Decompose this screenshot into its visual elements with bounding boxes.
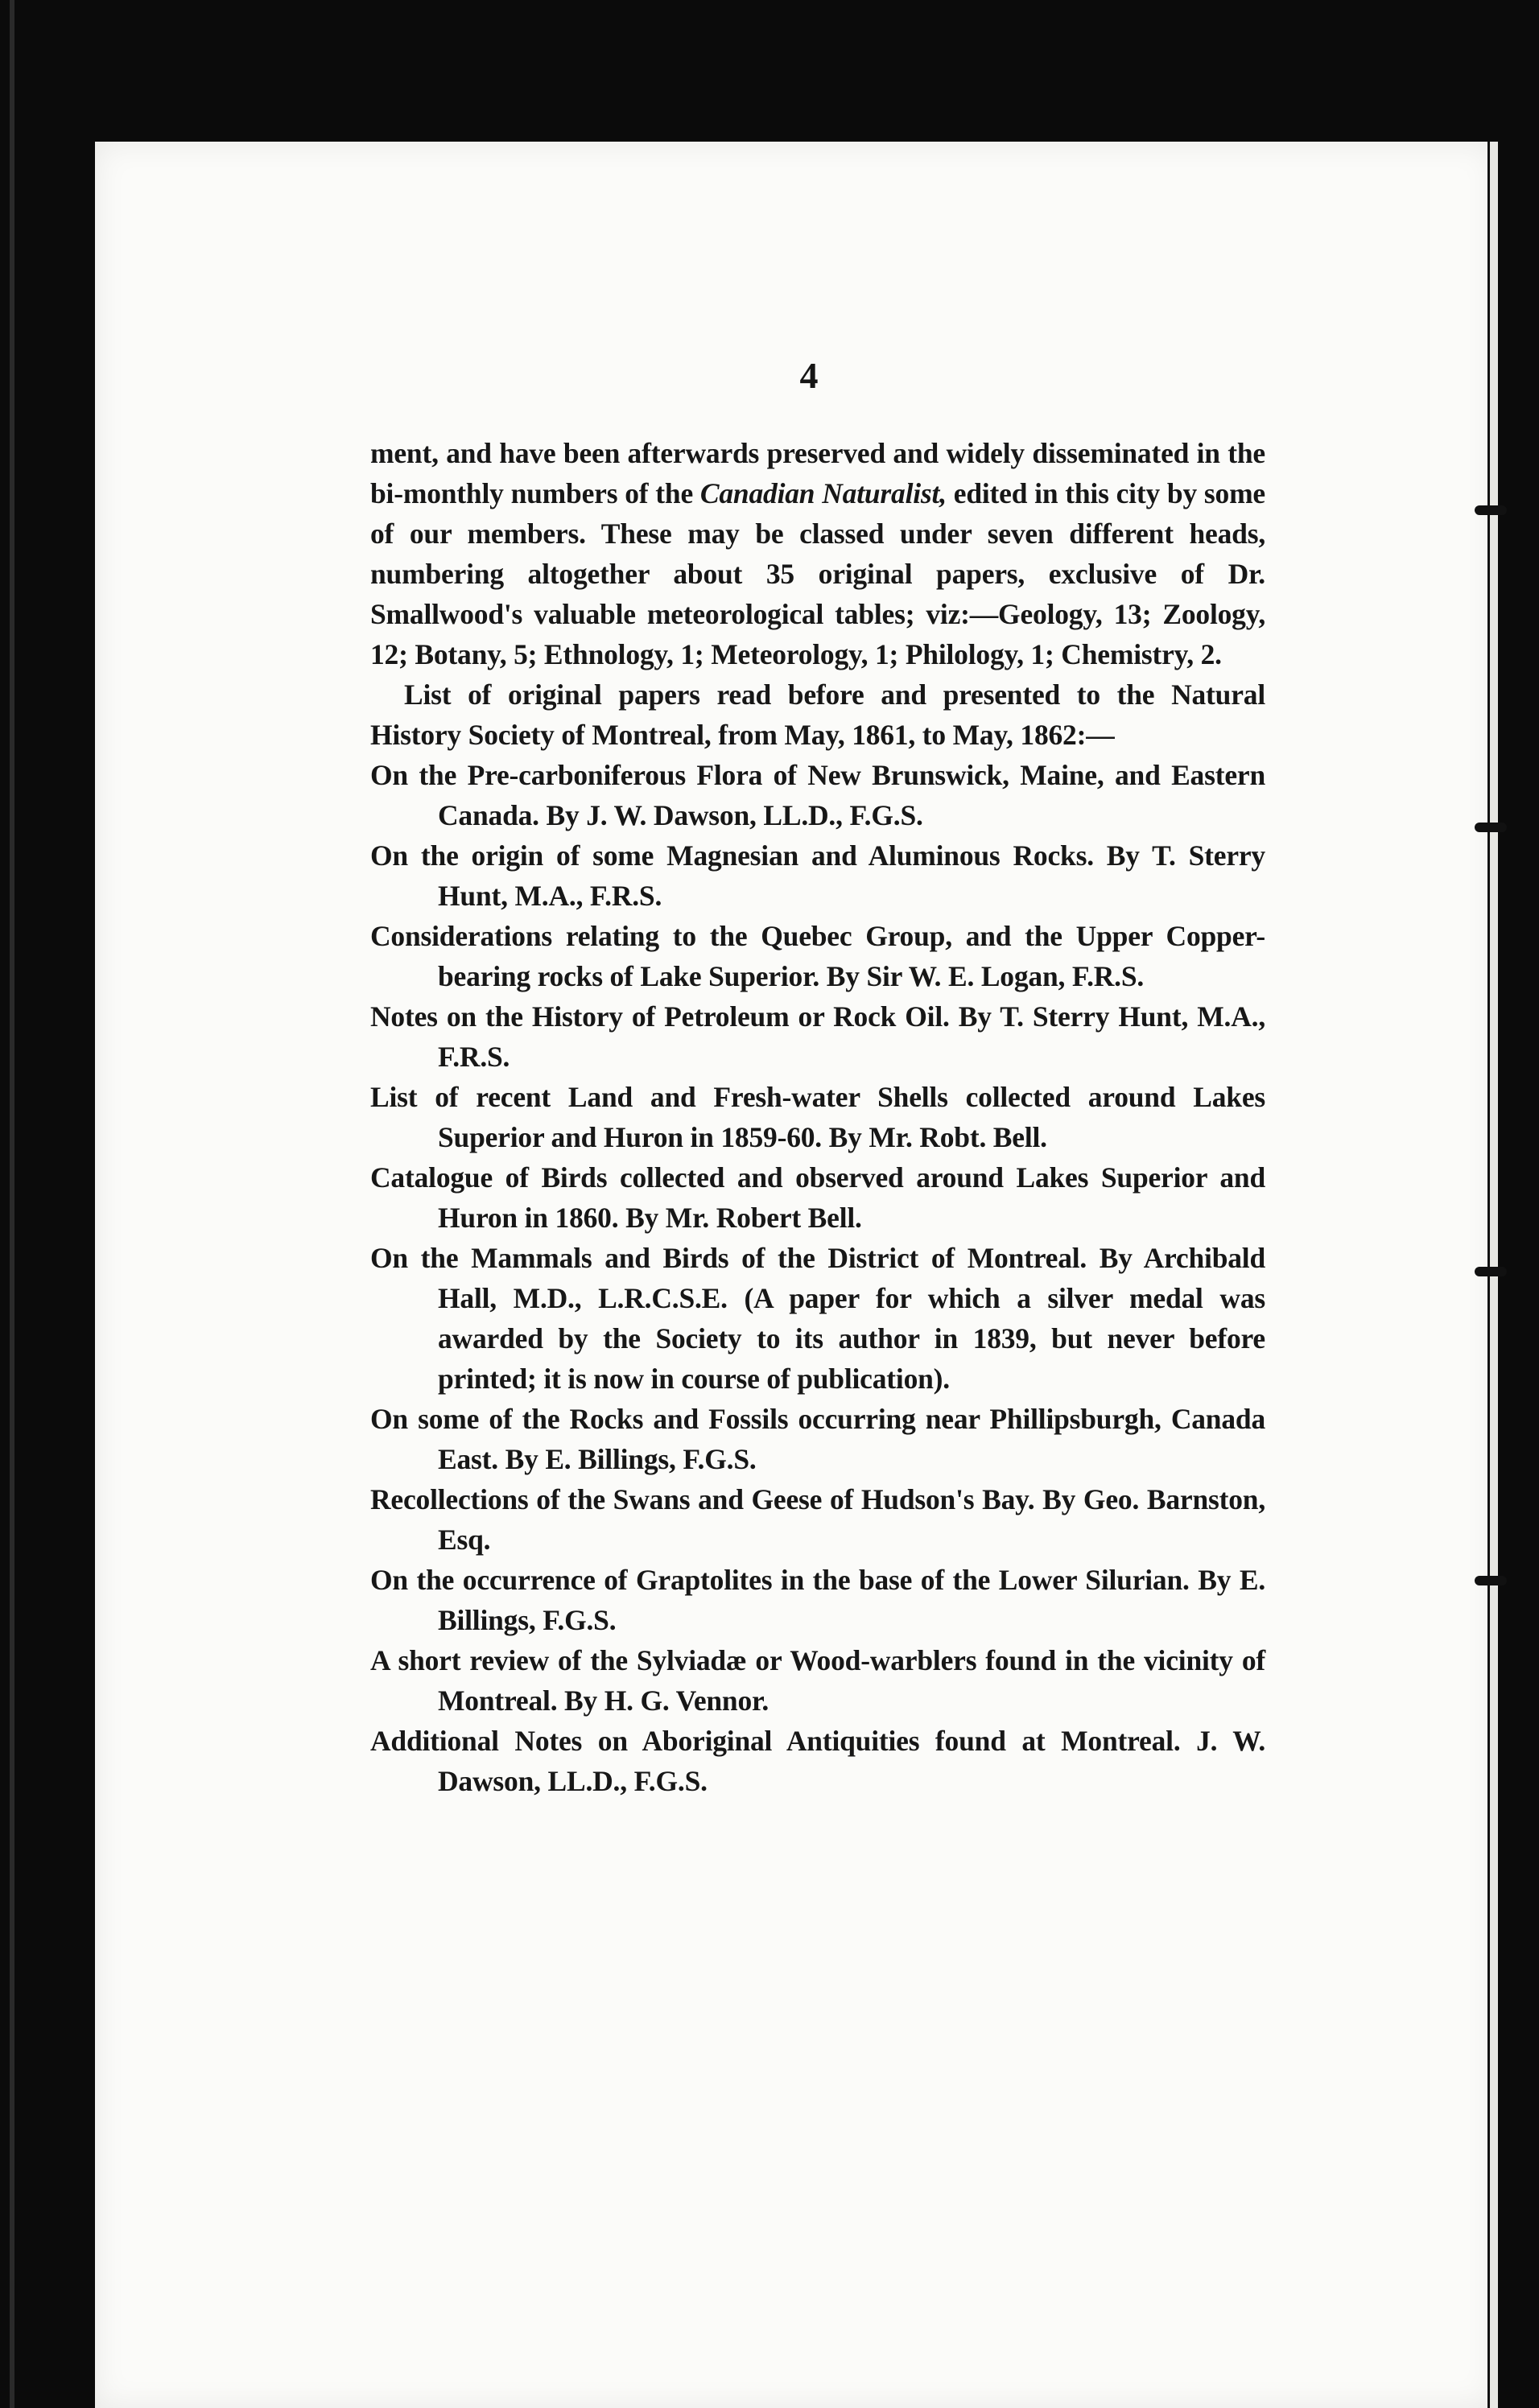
list-intro-paragraph: List of original papers read before and presented to the Natural History Society of Montreal, from May, 1861, to May, 1862:—	[370, 678, 1265, 751]
paper-entry: A short review of the Sylviadæ or Wood-warblers found in the vicinity of Montreal. By H. G. Vennor.	[370, 1644, 1265, 1717]
paper-entry: On the occurrence of Graptolites in the base of the Lower Silurian. By E. Billings, F.G.S.	[370, 1564, 1265, 1636]
page-number: 4	[799, 355, 819, 396]
papers-list	[370, 755, 1265, 1801]
paper-entry: On some of the Rocks and Fossils occurring near Phillipsburgh, Canada East. By E. Billings, F.G.S.	[370, 1403, 1265, 1475]
edge-tab-mark	[1475, 1267, 1507, 1276]
paper-entry: Recollections of the Swans and Geese of Hudson's Bay. By Geo. Barnston, Esq.	[370, 1483, 1265, 1556]
paper-entry: Catalogue of Birds collected and observed around Lakes Superior and Huron in 1860. By Mr. Robert Bell.	[370, 1161, 1265, 1234]
intro-paragraph	[370, 433, 1265, 674]
intro-text-end: edited in this city by some of our members. These may be classed under seven different heads, numbering altogether about 35 original papers, exclusive of Dr. Smallwood's valuable meteorological tables; viz:—Geology, 13; Zoology, 12; Botany, 5; Ethnology, 1; Meteorology, 1; Philology, 1; Chemistry, 2.	[370, 477, 1265, 670]
edge-tab-mark	[1475, 1576, 1507, 1585]
paper-entry: List of recent Land and Fresh-water Shells collected around Lakes Superior and Huron in 1859-60. By Mr. Robt. Bell.	[370, 1081, 1265, 1153]
paper-entry: On the Pre-carboniferous Flora of New Brunswick, Maine, and Eastern Canada. By J. W. Dawson, LL.D., F.G.S.	[370, 759, 1265, 831]
paper-entry: Considerations relating to the Quebec Group, and the Upper Copper-bearing rocks of Lake Superior. By Sir W. E. Logan, F.R.S.	[370, 920, 1265, 992]
paper-entry: Notes on the History of Petroleum or Rock Oil. By T. Sterry Hunt, M.A., F.R.S.	[370, 1000, 1265, 1073]
edge-tab-mark	[1475, 823, 1507, 832]
intro-text-start: ment, and have been afterwards preserved and widely disseminated in the bi-monthly numbers of the	[370, 437, 1265, 509]
document-body	[370, 433, 1265, 1801]
paper-entry: On the origin of some Magnesian and Aluminous Rocks. By T. Sterry Hunt, M.A., F.R.S.	[370, 839, 1265, 912]
journal-title: Canadian Naturalist,	[699, 477, 947, 509]
paper-entry: On the Mammals and Birds of the District of Montreal. By Archibald Hall, M.D., L.R.C.S.E. (A paper for which a silver medal was awarded by the Society to its author in 1839, but never before printed; it is now in course of publication).	[370, 1242, 1265, 1395]
edge-tab-mark	[1475, 505, 1507, 515]
paper-entry: Additional Notes on Aboriginal Antiquities found at Montreal. J. W. Dawson, LL.D., F.G.S.	[370, 1725, 1265, 1797]
